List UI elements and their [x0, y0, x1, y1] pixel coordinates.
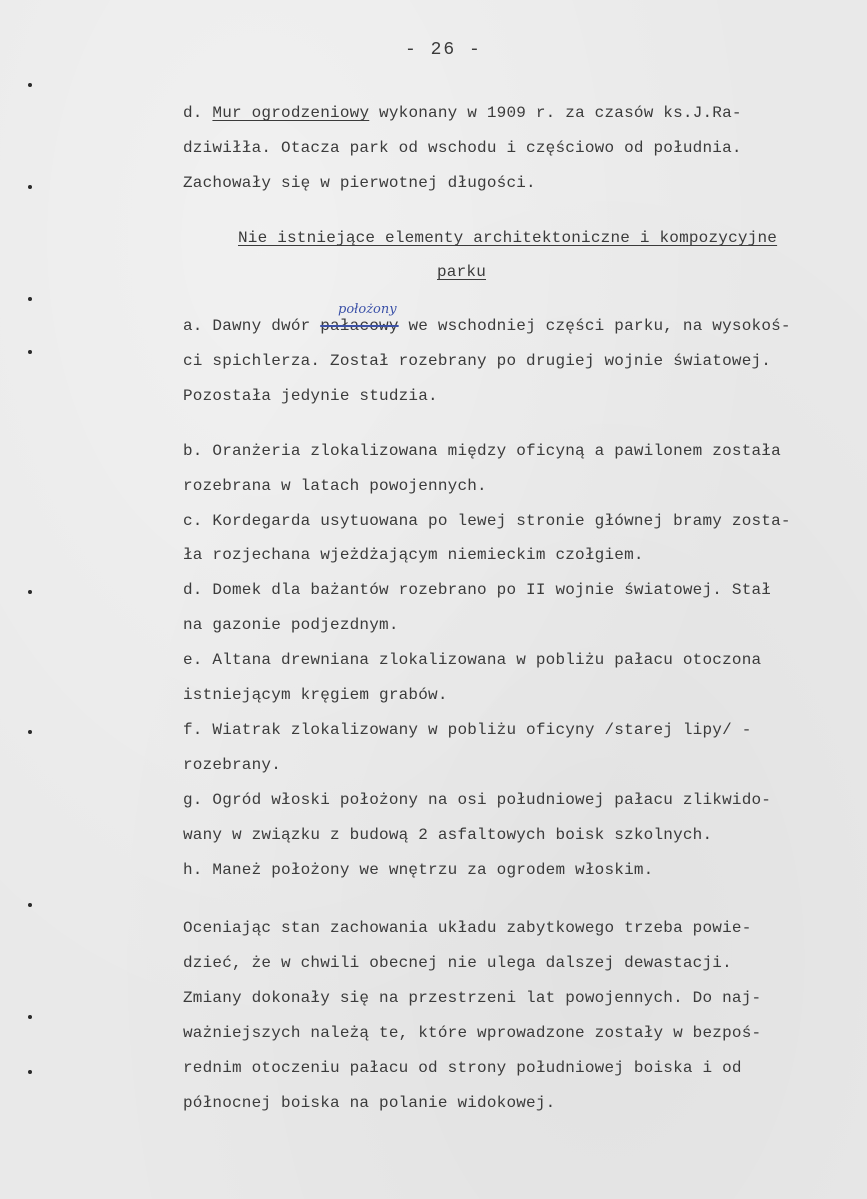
conclusion-line-2: dzieć, że w chwili obecnej nie ulega dalszej dewastacji.: [183, 954, 732, 972]
section-d-line-3: Zachowały się w pierwotnej długości.: [183, 174, 536, 192]
item-d-line-1: d. Domek dla bażantów rozebrano po II wojnie światowej. Stał: [183, 581, 772, 599]
section-d-text: wykonany w 1909 r. za czasów ks.J.Ra-: [369, 104, 742, 122]
binder-hole: [28, 1070, 32, 1074]
binder-hole: [28, 1015, 32, 1019]
item-h-line-1: h. Maneż położony we wnętrzu za ogrodem włoskim.: [183, 861, 654, 879]
section-d-title: Mur ogrodzeniowy: [212, 104, 370, 122]
binder-hole: [28, 83, 32, 87]
item-g-line-2: wany w związku z budową 2 asfaltowych boisk szkolnych.: [183, 826, 713, 844]
conclusion-line-1: Oceniając stan zachowania układu zabytkowego trzeba powie-: [183, 919, 752, 937]
item-a-line-2: ci spichlerza. Został rozebrany po drugiej wojnie światowej.: [183, 352, 772, 370]
binder-hole: [28, 730, 32, 734]
section-heading-continued: parku: [437, 263, 487, 281]
section-d-marker: d.: [183, 104, 203, 122]
item-f-line-1: f. Wiatrak zlokalizowany w pobliżu oficyny /starej lipy/ -: [183, 721, 752, 739]
item-a-line-3: Pozostała jedynie studzia.: [183, 387, 438, 405]
item-b-line-1: b. Oranżeria zlokalizowana między oficyną a pawilonem została: [183, 442, 781, 460]
section-heading: Nie istniejące elementy architektoniczne i kompozycyjne: [238, 229, 778, 247]
struck-word: pałacowy: [320, 317, 399, 335]
item-a-text-start: a. Dawny dwór: [183, 317, 321, 335]
binder-hole: [28, 350, 32, 354]
binder-hole: [28, 590, 32, 594]
conclusion-line-3: Zmiany dokonały się na przestrzeni lat powojennych. Do naj-: [183, 989, 762, 1007]
binder-hole: [28, 297, 32, 301]
item-a-text-end: we wschodniej części parku, na wysokoś-: [398, 317, 791, 335]
page-number: - 26 -: [405, 40, 482, 60]
conclusion-line-6: północnej boiska na polanie widokowej.: [183, 1094, 556, 1112]
binder-hole: [28, 185, 32, 189]
binder-hole: [28, 903, 32, 907]
item-f-line-2: rozebrany.: [183, 756, 282, 774]
item-e-line-2: istniejącym kręgiem grabów.: [183, 686, 448, 704]
item-d-line-2: na gazonie podjezdnym.: [183, 616, 399, 634]
item-b-line-2: rozebrana w latach powojennych.: [183, 477, 487, 495]
item-e-line-1: e. Altana drewniana zlokalizowana w pobliżu pałacu otoczona: [183, 651, 762, 669]
item-a-line-1: [183, 317, 791, 335]
item-c-line-2: ła rozjechana wjeżdżającym niemieckim czołgiem.: [183, 546, 644, 564]
section-d-line-2: dziwiłła. Otacza park od wschodu i częściowo od południa.: [183, 139, 742, 157]
item-c-line-1: c. Kordegarda usytuowana po lewej stronie głównej bramy zosta-: [183, 512, 791, 530]
item-g-line-1: g. Ogród włoski położony na osi południowej pałacu zlikwido-: [183, 791, 772, 809]
conclusion-line-5: rednim otoczeniu pałacu od strony południowej boiska i od: [183, 1059, 742, 1077]
section-d-line-1: [183, 104, 742, 122]
conclusion-line-4: ważniejszych należą te, które wprowadzone zostały w bezpoś-: [183, 1024, 762, 1042]
handwritten-correction: położony: [338, 302, 397, 317]
